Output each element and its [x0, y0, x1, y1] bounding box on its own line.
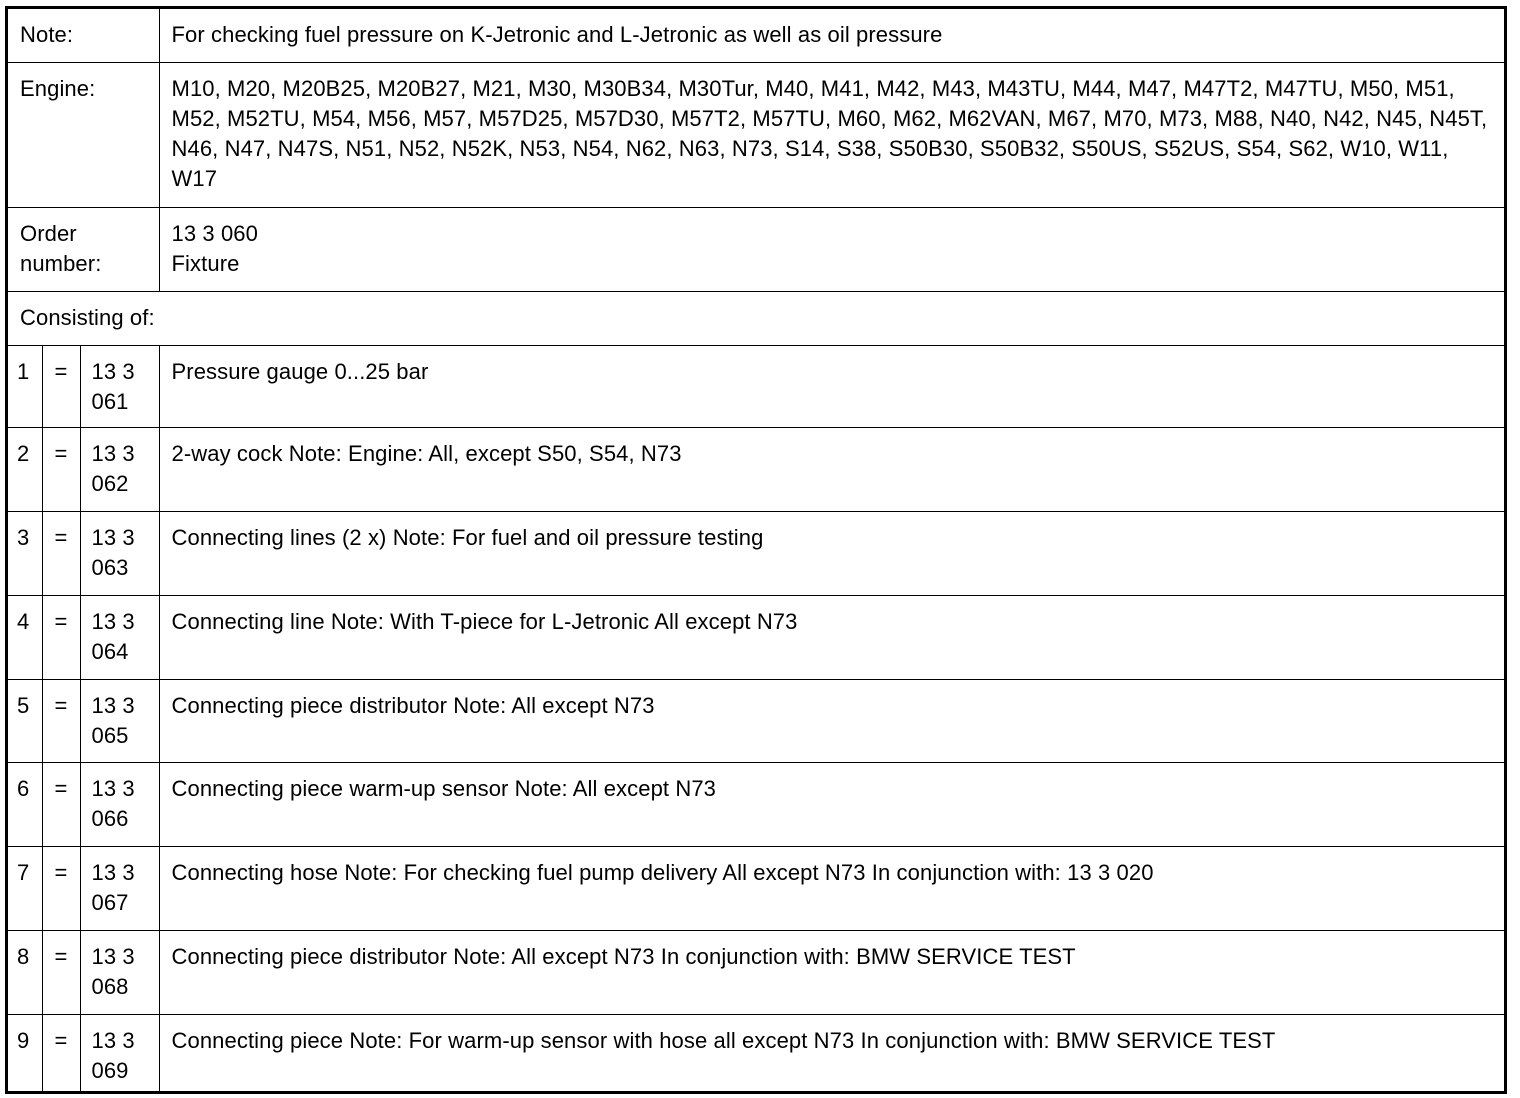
part-code-line1: 13 3 — [91, 440, 135, 466]
part-equals-symbol: = — [42, 511, 80, 595]
part-description: Pressure gauge 0...25 bar — [159, 345, 1504, 427]
part-description: Connecting piece distributor Note: All except N73 In conjunction with: BMW SERVICE TEST — [159, 930, 1504, 1014]
order-label-line2: number: — [20, 250, 102, 276]
engine-list: M10, M20, M20B25, M20B27, M21, M30, M30B34, M30Tur, M40, M41, M42, M43, M43TU, M44, M47, M47T2, M47TU, M50, M51, M52, M52TU, M54, M56, M57, M57D25, M57D30, M57T2, M57TU, M60, M62, M62VAN, M67, M70, M73, M88, N40, N42, N45, N45T, N46, N47, N47S, N51, N52, N52K, N53, N54, N62, N63, N73, S14, S38, S50B30, S50B32, S50US, S52US, S54, S62, W10, W11, W17 — [159, 62, 1504, 207]
order-number: 13 3 060 — [171, 220, 258, 246]
part-code-line1: 13 3 — [91, 775, 135, 801]
part-code — [80, 762, 159, 846]
part-code-line1: 13 3 — [91, 608, 135, 634]
part-description: 2-way cock Note: Engine: All, except S50, S54, N73 — [159, 427, 1504, 511]
part-row — [8, 846, 1504, 930]
part-index: 5 — [8, 679, 42, 762]
part-equals-symbol: = — [42, 930, 80, 1014]
part-row — [8, 679, 1504, 762]
part-index: 6 — [8, 762, 42, 846]
part-code — [80, 427, 159, 511]
part-index: 4 — [8, 595, 42, 679]
part-row — [8, 427, 1504, 511]
order-description: Fixture — [171, 250, 240, 276]
part-code-line2: 069 — [91, 1057, 129, 1083]
part-index: 7 — [8, 846, 42, 930]
tool-spec-table — [8, 9, 1504, 1094]
part-code-line1: 13 3 — [91, 524, 135, 550]
part-row — [8, 1014, 1504, 1094]
part-code-line2: 063 — [91, 554, 129, 580]
part-index: 9 — [8, 1014, 42, 1094]
part-row — [8, 511, 1504, 595]
part-code — [80, 930, 159, 1014]
note-row — [8, 9, 1504, 62]
part-description: Connecting piece Note: For warm-up sensor with hose all except N73 In conjunction with: BMW SERVICE TEST — [159, 1014, 1504, 1094]
part-code-line1: 13 3 — [91, 692, 135, 718]
part-code-line2: 061 — [91, 388, 129, 414]
part-description: Connecting piece warm-up sensor Note: All except N73 — [159, 762, 1504, 846]
part-index: 8 — [8, 930, 42, 1014]
part-index: 3 — [8, 511, 42, 595]
part-code — [80, 679, 159, 762]
part-code — [80, 511, 159, 595]
order-row — [8, 207, 1504, 291]
part-code — [80, 846, 159, 930]
part-row — [8, 345, 1504, 427]
part-row — [8, 930, 1504, 1014]
part-index: 1 — [8, 345, 42, 427]
engine-row — [8, 62, 1504, 207]
consisting-label: Consisting of: — [8, 291, 1504, 345]
engine-label: Engine: — [8, 62, 159, 207]
part-equals-symbol: = — [42, 762, 80, 846]
part-equals-symbol: = — [42, 846, 80, 930]
note-value: For checking fuel pressure on K-Jetronic and L-Jetronic as well as oil pressure — [159, 9, 1504, 62]
part-equals-symbol: = — [42, 595, 80, 679]
order-label-line1: Order — [20, 220, 77, 246]
part-index: 2 — [8, 427, 42, 511]
part-code-line2: 065 — [91, 722, 129, 748]
part-description: Connecting lines (2 x) Note: For fuel and oil pressure testing — [159, 511, 1504, 595]
part-equals-symbol: = — [42, 1014, 80, 1094]
part-code-line1: 13 3 — [91, 1027, 135, 1053]
note-label: Note: — [8, 9, 159, 62]
part-code-line2: 066 — [91, 805, 129, 831]
part-row — [8, 595, 1504, 679]
part-code-line2: 068 — [91, 973, 129, 999]
part-code-line1: 13 3 — [91, 358, 135, 384]
part-equals-symbol: = — [42, 345, 80, 427]
part-code-line2: 064 — [91, 638, 129, 664]
part-code-line2: 062 — [91, 470, 129, 496]
order-value — [159, 207, 1504, 291]
part-code-line1: 13 3 — [91, 859, 135, 885]
part-code — [80, 1014, 159, 1094]
part-code — [80, 595, 159, 679]
part-code-line2: 067 — [91, 889, 129, 915]
order-label — [8, 207, 159, 291]
part-equals-symbol: = — [42, 427, 80, 511]
tool-spec-sheet — [5, 6, 1507, 1094]
part-equals-symbol: = — [42, 679, 80, 762]
consisting-row — [8, 291, 1504, 345]
part-code — [80, 345, 159, 427]
part-description: Connecting line Note: With T-piece for L-Jetronic All except N73 — [159, 595, 1504, 679]
part-description: Connecting hose Note: For checking fuel pump delivery All except N73 In conjunction with: 13 3 020 — [159, 846, 1504, 930]
part-row — [8, 762, 1504, 846]
part-code-line1: 13 3 — [91, 943, 135, 969]
part-description: Connecting piece distributor Note: All except N73 — [159, 679, 1504, 762]
